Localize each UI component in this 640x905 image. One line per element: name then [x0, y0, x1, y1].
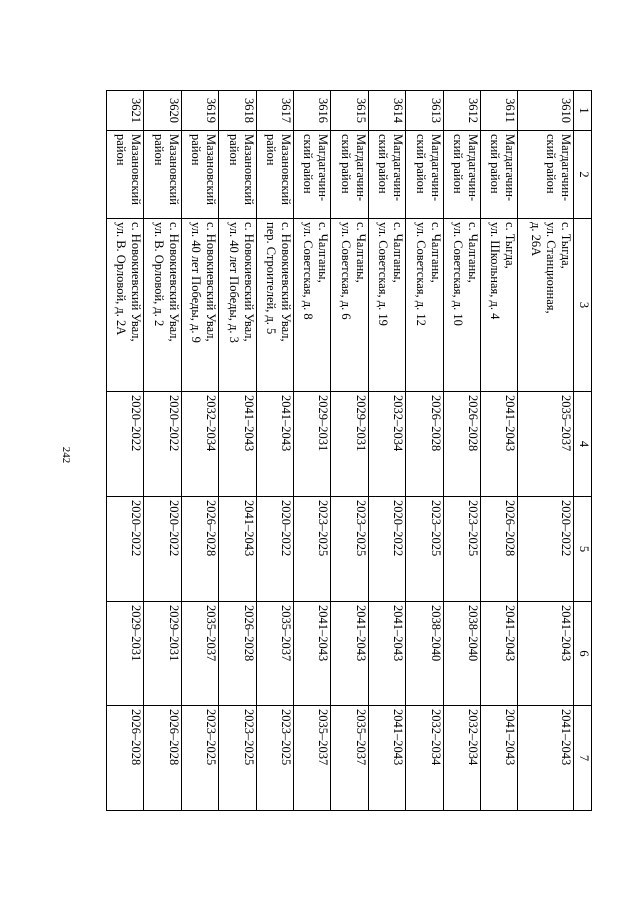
district-cell: Магдагачин- ский район [443, 131, 480, 219]
period-col-7: 2041–2043 [368, 706, 405, 811]
row-number: 3610 [518, 91, 574, 131]
period-col-5: 2020–2022 [144, 497, 181, 602]
table-row [294, 91, 331, 811]
table-row [406, 91, 443, 811]
period-col-6: 2035–2037 [181, 602, 218, 706]
address-cell: с. Чалганы, ул. Советская, д. 6 [331, 219, 368, 392]
col-header-6: 6 [574, 602, 592, 706]
row-number: 3618 [219, 91, 256, 131]
col-header-3: 3 [574, 219, 592, 392]
period-col-7: 2023–2025 [181, 706, 218, 811]
period-col-6: 2038–2040 [406, 602, 443, 706]
table-row [107, 91, 144, 811]
period-col-6: 2041–2043 [331, 602, 368, 706]
period-col-4: 2029–2031 [331, 392, 368, 497]
period-col-7: 2032–2034 [406, 706, 443, 811]
district-cell: Мазановский район [181, 131, 218, 219]
period-col-5: 2026–2028 [481, 497, 518, 602]
period-col-4: 2032–2034 [368, 392, 405, 497]
period-col-6: 2029–2031 [144, 602, 181, 706]
address-cell: с. Новокиевский Увал, пер. Строителей, д. 5 [256, 219, 293, 392]
period-col-5: 2023–2025 [294, 497, 331, 602]
rotated-table-container [106, 90, 592, 810]
period-col-6: 2026–2028 [219, 602, 256, 706]
period-col-6: 2041–2043 [481, 602, 518, 706]
address-cell: с. Тыгда, ул. Школьная, д. 4 [481, 219, 518, 392]
period-col-7: 2032–2034 [443, 706, 480, 811]
district-cell: Магдагачин- ский район [331, 131, 368, 219]
period-col-7: 2023–2025 [219, 706, 256, 811]
row-number: 3612 [443, 91, 480, 131]
period-col-4: 2026–2028 [443, 392, 480, 497]
address-cell: с. Новокиевский Увал, ул. В. Орловой, д. 2 [144, 219, 181, 392]
address-cell: с. Чалганы, ул. Советская, д. 8 [294, 219, 331, 392]
district-cell: Магдагачин- ский район [294, 131, 331, 219]
period-col-7: 2023–2025 [256, 706, 293, 811]
period-col-4: 2020–2022 [144, 392, 181, 497]
table-row [518, 91, 574, 811]
period-col-6: 2035–2037 [256, 602, 293, 706]
period-col-4: 2041–2043 [256, 392, 293, 497]
row-number: 3619 [181, 91, 218, 131]
row-number: 3615 [331, 91, 368, 131]
period-col-6: 2041–2043 [518, 602, 574, 706]
row-number: 3620 [144, 91, 181, 131]
period-col-7: 2041–2043 [518, 706, 574, 811]
period-col-5: 2023–2025 [406, 497, 443, 602]
address-cell: с. Новокиевский Увал, ул. 40 лет Победы, д. 3 [219, 219, 256, 392]
row-number: 3617 [256, 91, 293, 131]
period-col-4: 2032–2034 [181, 392, 218, 497]
address-cell: с. Новокиевский Увал, ул. 40 лет Победы, д. 9 [181, 219, 218, 392]
table-row [331, 91, 368, 811]
table-row [256, 91, 293, 811]
district-cell: Мазановский район [219, 131, 256, 219]
period-col-4: 2020–2022 [107, 392, 144, 497]
district-cell: Магдагачин- ский район [368, 131, 405, 219]
period-col-5: 2023–2025 [331, 497, 368, 602]
col-header-2: 2 [574, 131, 592, 219]
table-row [219, 91, 256, 811]
row-number: 3621 [107, 91, 144, 131]
district-cell: Магдагачин- ский район [406, 131, 443, 219]
period-col-7: 2026–2028 [107, 706, 144, 811]
page-number: 242 [60, 446, 72, 464]
period-col-4: 2029–2031 [294, 392, 331, 497]
period-col-4: 2026–2028 [406, 392, 443, 497]
period-col-5: 2026–2028 [181, 497, 218, 602]
table-row [181, 91, 218, 811]
period-col-5: 2023–2025 [443, 497, 480, 602]
row-number: 3611 [481, 91, 518, 131]
district-cell: Магдагачин- ский район [518, 131, 574, 219]
row-number: 3616 [294, 91, 331, 131]
period-col-7: 2041–2043 [481, 706, 518, 811]
period-col-4: 2035–2037 [518, 392, 574, 497]
header-row [574, 91, 592, 811]
period-col-6: 2029–2031 [107, 602, 144, 706]
col-header-5: 5 [574, 497, 592, 602]
address-cell: с. Чалганы, ул. Советская, д. 10 [443, 219, 480, 392]
period-col-5: 2020–2022 [107, 497, 144, 602]
row-number: 3614 [368, 91, 405, 131]
col-header-1: 1 [574, 91, 592, 131]
row-number: 3613 [406, 91, 443, 131]
table-row [368, 91, 405, 811]
table-row [443, 91, 480, 811]
district-cell: Мазановский район [144, 131, 181, 219]
schedule-table [106, 90, 592, 811]
table-row [144, 91, 181, 811]
col-header-4: 4 [574, 392, 592, 497]
period-col-6: 2041–2043 [294, 602, 331, 706]
district-cell: Магдагачин- ский район [481, 131, 518, 219]
period-col-5: 2020–2022 [256, 497, 293, 602]
period-col-6: 2038–2040 [443, 602, 480, 706]
address-cell: с. Тыгда, ул. Станционная, д. 26А [518, 219, 574, 392]
address-cell: с. Новокиевский Увал, ул. В. Орловой, д. 2А [107, 219, 144, 392]
col-header-7: 7 [574, 706, 592, 811]
period-col-7: 2026–2028 [144, 706, 181, 811]
district-cell: Мазановский район [107, 131, 144, 219]
address-cell: с. Чалганы, ул. Советская, д. 12 [406, 219, 443, 392]
period-col-7: 2035–2037 [331, 706, 368, 811]
table-row [481, 91, 518, 811]
period-col-7: 2035–2037 [294, 706, 331, 811]
period-col-5: 2020–2022 [368, 497, 405, 602]
period-col-5: 2041–2043 [219, 497, 256, 602]
period-col-4: 2041–2043 [219, 392, 256, 497]
district-cell: Мазановский район [256, 131, 293, 219]
address-cell: с. Чалганы, ул. Советская, д. 19 [368, 219, 405, 392]
period-col-5: 2020–2022 [518, 497, 574, 602]
period-col-6: 2041–2043 [368, 602, 405, 706]
period-col-4: 2041–2043 [481, 392, 518, 497]
